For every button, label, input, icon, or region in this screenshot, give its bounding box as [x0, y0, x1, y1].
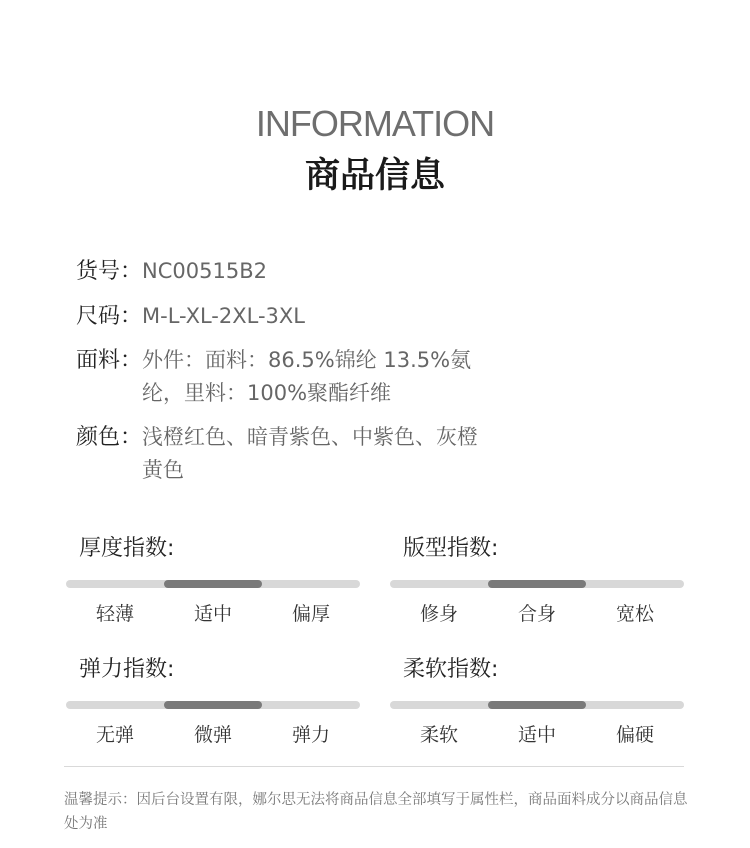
index-track [66, 701, 360, 709]
info-key: 尺码： [76, 304, 143, 329]
index-title: 厚度指数: [79, 536, 175, 561]
info-row-color [76, 421, 482, 487]
info-key: 颜色： [76, 425, 143, 450]
index-track-selected [488, 580, 586, 588]
level-label: 修身 [419, 603, 458, 625]
level-label: 适中 [517, 724, 556, 746]
info-key: 面料： [76, 348, 143, 373]
level-label: 合身 [517, 603, 556, 625]
title-chinese: 商品信息 [304, 156, 445, 196]
title-english: INFORMATION [255, 103, 495, 144]
info-row-size [76, 300, 482, 333]
notice-text: 温馨提示：因后台设置有限，娜尔思无法将商品信息全部填写于属性栏，商品面料成分以商品信息处为准 [64, 792, 688, 832]
info-value: 外件：面料：86.5%锦纶 13.5%氨纶，里料：100%聚酯纤维 [142, 348, 472, 405]
info-row-item-number [76, 255, 482, 288]
level-label: 微弹 [193, 724, 232, 746]
info-value: M-L-XL-2XL-3XL [142, 304, 305, 328]
info-key: 货号： [76, 259, 143, 284]
index-title: 柔软指数: [403, 657, 499, 682]
level-label: 弹力 [291, 724, 330, 746]
level-label: 轻薄 [95, 603, 134, 625]
index-track [390, 580, 684, 588]
level-label: 宽松 [615, 603, 654, 625]
index-title: 版型指数: [403, 536, 499, 561]
level-label: 适中 [193, 603, 232, 625]
index-track [390, 701, 684, 709]
info-value: NC00515B2 [142, 259, 267, 283]
divider [64, 766, 684, 767]
index-track-selected [164, 701, 262, 709]
level-label: 柔软 [419, 724, 458, 746]
index-track-selected [164, 580, 262, 588]
index-track-selected [488, 701, 586, 709]
level-label: 偏厚 [291, 603, 330, 625]
level-label: 无弹 [95, 724, 134, 746]
info-value: 浅橙红色、暗青紫色、中紫色、灰橙黄色 [142, 425, 479, 482]
level-label: 偏硬 [615, 724, 654, 746]
index-title: 弹力指数: [79, 657, 175, 682]
index-track [66, 580, 360, 588]
info-row-fabric [76, 344, 482, 410]
